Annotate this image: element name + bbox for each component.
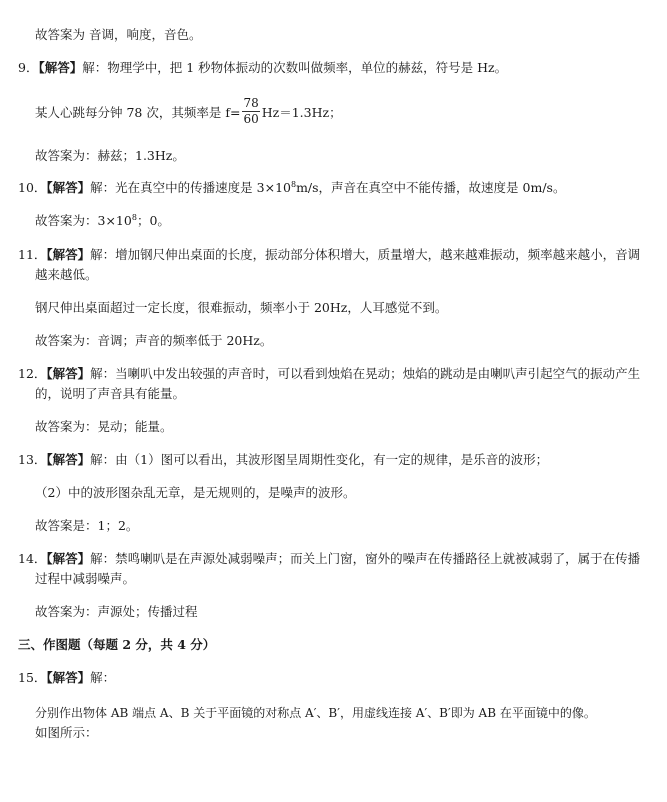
solution-10-line-1 [18,180,565,196]
solution-14-line-2: 过程中减弱噪声。 [35,571,136,586]
solution-11-line-3: 钢尺伸出桌面超过一定长度，很难振动，频率小于 20Hz，人耳感觉不到。 [35,300,448,315]
solution-15-line-3: 如图所示： [35,725,98,740]
answer-line-11: 故答案为：音调；声音的频率低于 20Hz。 [35,333,273,348]
solution-tag: 【解答】 [46,366,91,381]
exponent: 8 [290,180,297,189]
solution-9-line-1 [18,60,507,76]
fraction-denominator: 60 [243,112,259,126]
solution-tag: 【解答】 [46,180,91,195]
solution-9-line-2 [35,98,342,129]
solution-tag: 【解答】 [46,452,91,467]
answer-line-14: 故答案为：声源处；传播过程 [35,604,198,619]
solution-11-line-1 [18,247,640,263]
solution-tag: 【解答】 [46,551,91,566]
solution-14-line-1 [18,551,640,567]
exponent: 8 [131,213,137,222]
solution-text: 解：增加钢尺伸出桌面的长度，振动部分体积增大，质量增大，越来越难振动，频率越来越小，音调 [90,247,641,262]
solution-tag: 【解答】 [46,670,91,685]
solution-11-line-2: 越来越低。 [35,267,98,282]
solution-12-line-1 [18,366,640,382]
solution-text: 解：由（1）图可以看出，其波形图呈周期性变化，有一定的规律，是乐音的波形； [90,452,549,467]
solution-15-line-2: 分别作出物体 AB 端点 A、B 关于平面镜的对称点 A′、B′，用虚线连接 A′、B′即为 AB 在平面镜中的像。 [35,706,596,720]
solution-text: m/s，声音在真空中不能传播，故速度是 0m/s。 [296,180,566,195]
answer-text: ；0。 [136,213,170,228]
answer-line-9: 故答案为：赫兹；1.3Hz。 [35,148,185,163]
question-number: 10． [18,180,47,195]
question-number: 15． [18,670,47,685]
fraction-numerator: 78 [243,96,259,110]
solution-12-line-2: 的，说明了声音具有能量。 [35,386,186,401]
question-number: 14． [18,551,47,566]
solution-text: 某人心跳每分钟 78 次，其频率是 f= [35,105,241,120]
solution-13-line-2: （2）中的波形图杂乱无章，是无规则的，是噪声的波形。 [35,485,356,500]
answer-line-10 [35,213,170,229]
solution-tag: 【解答】 [38,60,83,75]
solution-text: 解：光在真空中的传播速度是 3×10 [90,180,291,195]
solution-text: 解：当喇叭中发出较强的声音时，可以看到烛焰在晃动；烛焰的跳动是由喇叭声引起空气的振动产生 [90,366,641,381]
question-number: 12． [18,366,47,381]
answer-line-8: 故答案为 音调，响度，音色。 [35,27,202,42]
solution-text: 解：禁鸣喇叭是在声源处减弱噪声；而关上门窗，窗外的噪声在传播路径上就被减弱了，属于在传播 [90,551,641,566]
section-heading: 三、作图题（每题 2 分，共 4 分） [18,637,216,652]
answer-line-12: 故答案为：晃动；能量。 [35,419,173,434]
solution-13-line-1 [18,452,548,468]
answer-line-13: 故答案是：1；2。 [35,518,139,533]
answer-text: 故答案为：3×10 [35,213,132,228]
solution-text: 解：物理学中，把 1 秒物体振动的次数叫做频率，单位的赫兹，符号是 Hz。 [82,60,508,75]
solution-15-line-1 [18,670,115,686]
question-number: 9． [18,60,39,75]
solution-text: 解： [90,670,116,685]
fraction [242,96,259,127]
question-number: 11． [18,247,47,262]
solution-text: Hz＝1.3Hz； [261,105,342,120]
solution-tag: 【解答】 [46,247,91,262]
question-number: 13． [18,452,47,467]
